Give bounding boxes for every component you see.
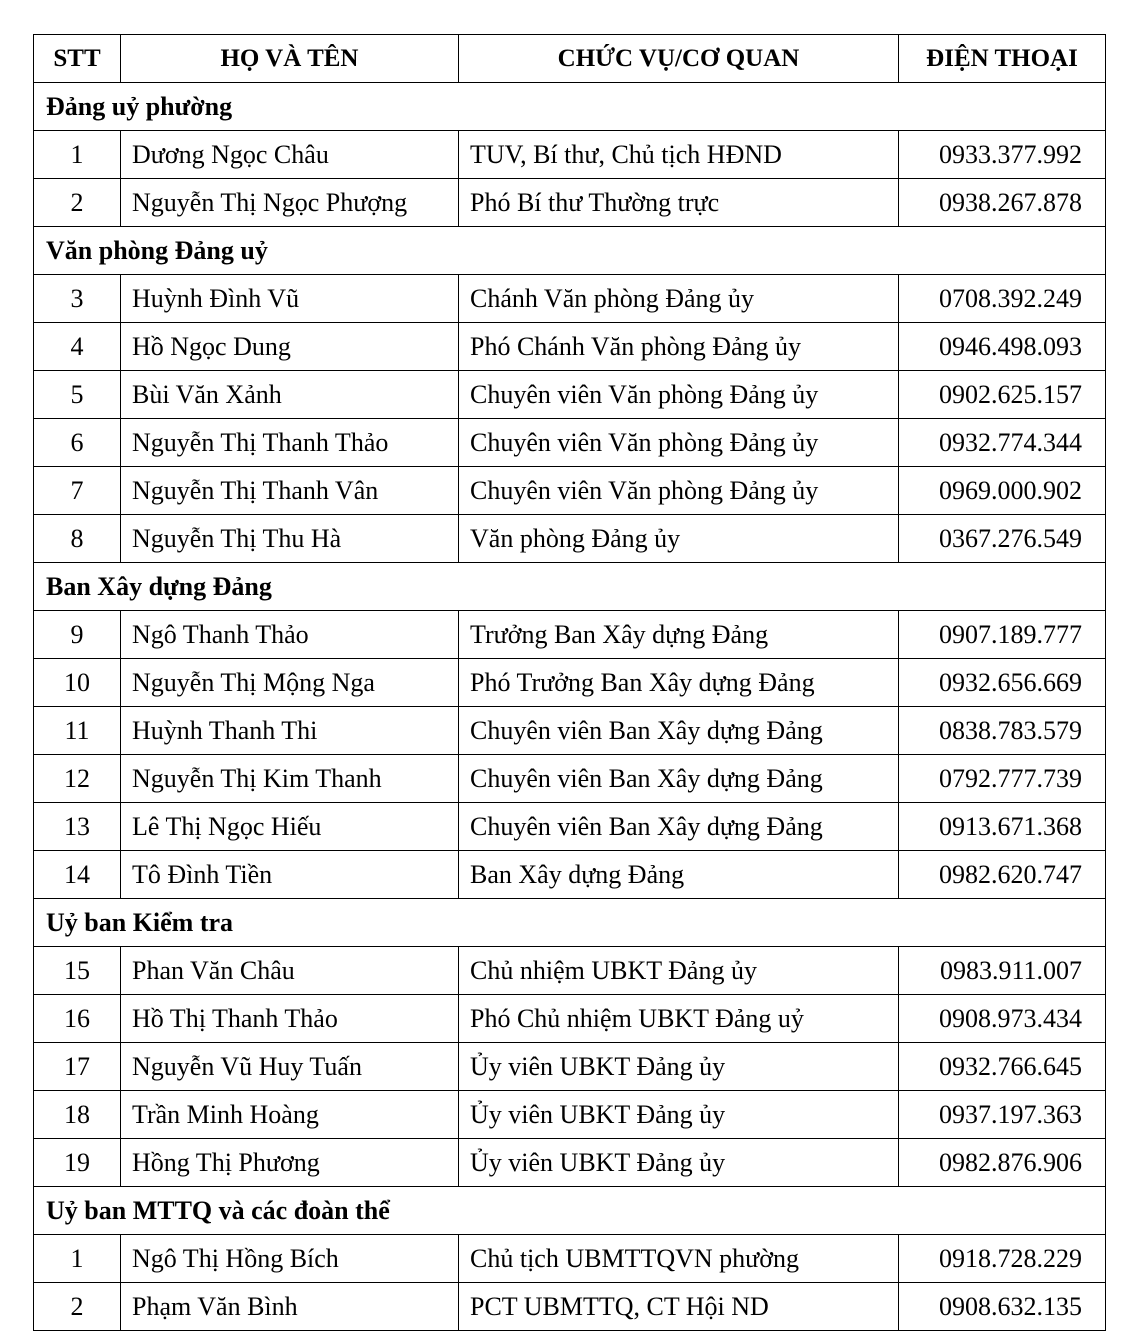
- table-row: [34, 995, 1106, 1043]
- cell-name: Dương Ngọc Châu: [121, 131, 459, 179]
- cell-stt: 3: [34, 275, 121, 323]
- section-row: [34, 227, 1106, 275]
- table-row: [34, 755, 1106, 803]
- cell-stt: 12: [34, 755, 121, 803]
- cell-role: Chủ nhiệm UBKT Đảng ủy: [459, 947, 899, 995]
- cell-role: Chuyên viên Văn phòng Đảng ủy: [459, 371, 899, 419]
- cell-stt: 17: [34, 1043, 121, 1091]
- cell-stt: 19: [34, 1139, 121, 1187]
- section-title: Ban Xây dựng Đảng: [34, 563, 1106, 611]
- table-row: [34, 515, 1106, 563]
- cell-name: Ngô Thị Hồng Bích: [121, 1235, 459, 1283]
- table-body: [34, 83, 1106, 1331]
- cell-stt: 16: [34, 995, 121, 1043]
- contact-directory-table: [33, 34, 1106, 1331]
- cell-phone: 0932.774.344: [899, 419, 1106, 467]
- cell-name: Nguyễn Thị Thu Hà: [121, 515, 459, 563]
- cell-stt: 14: [34, 851, 121, 899]
- cell-stt: 7: [34, 467, 121, 515]
- header-row: [34, 35, 1106, 83]
- cell-stt: 1: [34, 1235, 121, 1283]
- cell-phone: 0982.620.747: [899, 851, 1106, 899]
- section-title: Văn phòng Đảng uỷ: [34, 227, 1106, 275]
- cell-name: Bùi Văn Xảnh: [121, 371, 459, 419]
- section-row: [34, 1187, 1106, 1235]
- table-row: [34, 611, 1106, 659]
- cell-stt: 15: [34, 947, 121, 995]
- cell-role: Chuyên viên Ban Xây dựng Đảng: [459, 803, 899, 851]
- cell-phone: 0908.973.434: [899, 995, 1106, 1043]
- section-row: [34, 83, 1106, 131]
- cell-name: Nguyễn Thị Thanh Thảo: [121, 419, 459, 467]
- cell-phone: 0902.625.157: [899, 371, 1106, 419]
- table-row: [34, 1283, 1106, 1331]
- cell-role: Ủy viên UBKT Đảng ủy: [459, 1139, 899, 1187]
- cell-name: Nguyễn Thị Ngọc Phượng: [121, 179, 459, 227]
- section-title: Đảng uỷ phường: [34, 83, 1106, 131]
- cell-phone: 0933.377.992: [899, 131, 1106, 179]
- cell-phone: 0937.197.363: [899, 1091, 1106, 1139]
- cell-role: Ban Xây dựng Đảng: [459, 851, 899, 899]
- cell-role: Văn phòng Đảng ủy: [459, 515, 899, 563]
- table-row: [34, 1091, 1106, 1139]
- cell-phone: 0792.777.739: [899, 755, 1106, 803]
- table-row: [34, 275, 1106, 323]
- cell-phone: 0932.766.645: [899, 1043, 1106, 1091]
- table-row: [34, 707, 1106, 755]
- table-row: [34, 467, 1106, 515]
- cell-phone: 0908.632.135: [899, 1283, 1106, 1331]
- cell-role: PCT UBMTTQ, CT Hội ND: [459, 1283, 899, 1331]
- cell-stt: 6: [34, 419, 121, 467]
- cell-role: Chủ tịch UBMTTQVN phường: [459, 1235, 899, 1283]
- cell-role: Chuyên viên Văn phòng Đảng ủy: [459, 467, 899, 515]
- table-row: [34, 1139, 1106, 1187]
- cell-name: Hồ Thị Thanh Thảo: [121, 995, 459, 1043]
- cell-role: Chánh Văn phòng Đảng ủy: [459, 275, 899, 323]
- table-row: [34, 323, 1106, 371]
- cell-name: Huỳnh Đình Vũ: [121, 275, 459, 323]
- table-row: [34, 1043, 1106, 1091]
- table-row: [34, 803, 1106, 851]
- cell-stt: 8: [34, 515, 121, 563]
- cell-phone: 0938.267.878: [899, 179, 1106, 227]
- table-row: [34, 179, 1106, 227]
- cell-stt: 13: [34, 803, 121, 851]
- cell-name: Hồ Ngọc Dung: [121, 323, 459, 371]
- cell-role: Trưởng Ban Xây dựng Đảng: [459, 611, 899, 659]
- cell-phone: 0969.000.902: [899, 467, 1106, 515]
- cell-stt: 2: [34, 179, 121, 227]
- cell-stt: 4: [34, 323, 121, 371]
- cell-name: Huỳnh Thanh Thi: [121, 707, 459, 755]
- cell-phone: 0946.498.093: [899, 323, 1106, 371]
- table-row: [34, 419, 1106, 467]
- cell-stt: 11: [34, 707, 121, 755]
- cell-stt: 18: [34, 1091, 121, 1139]
- cell-phone: 0838.783.579: [899, 707, 1106, 755]
- section-row: [34, 899, 1106, 947]
- cell-name: Nguyễn Thị Kim Thanh: [121, 755, 459, 803]
- cell-phone: 0708.392.249: [899, 275, 1106, 323]
- column-header-role: CHỨC VỤ/CƠ QUAN: [459, 35, 899, 83]
- cell-name: Trần Minh Hoàng: [121, 1091, 459, 1139]
- cell-phone: 0907.189.777: [899, 611, 1106, 659]
- cell-name: Tô Đình Tiền: [121, 851, 459, 899]
- table-row: [34, 1235, 1106, 1283]
- cell-stt: 2: [34, 1283, 121, 1331]
- cell-role: Chuyên viên Văn phòng Đảng ủy: [459, 419, 899, 467]
- cell-role: Phó Trưởng Ban Xây dựng Đảng: [459, 659, 899, 707]
- cell-name: Phạm Văn Bình: [121, 1283, 459, 1331]
- cell-name: Ngô Thanh Thảo: [121, 611, 459, 659]
- column-header-phone: ĐIỆN THOẠI: [899, 35, 1106, 83]
- column-header-name: HỌ VÀ TÊN: [121, 35, 459, 83]
- cell-stt: 9: [34, 611, 121, 659]
- table-row: [34, 371, 1106, 419]
- table-header: [34, 35, 1106, 83]
- cell-role: Chuyên viên Ban Xây dựng Đảng: [459, 755, 899, 803]
- cell-stt: 1: [34, 131, 121, 179]
- cell-stt: 5: [34, 371, 121, 419]
- cell-phone: 0913.671.368: [899, 803, 1106, 851]
- cell-role: Phó Bí thư Thường trực: [459, 179, 899, 227]
- cell-role: Phó Chánh Văn phòng Đảng ủy: [459, 323, 899, 371]
- section-title: Uỷ ban MTTQ và các đoàn thể: [34, 1187, 1106, 1235]
- cell-phone: 0982.876.906: [899, 1139, 1106, 1187]
- section-row: [34, 563, 1106, 611]
- cell-role: Ủy viên UBKT Đảng ủy: [459, 1043, 899, 1091]
- cell-name: Nguyễn Thị Thanh Vân: [121, 467, 459, 515]
- cell-stt: 10: [34, 659, 121, 707]
- cell-role: Phó Chủ nhiệm UBKT Đảng uỷ: [459, 995, 899, 1043]
- cell-role: TUV, Bí thư, Chủ tịch HĐND: [459, 131, 899, 179]
- table-row: [34, 947, 1106, 995]
- cell-name: Nguyễn Thị Mộng Nga: [121, 659, 459, 707]
- cell-phone: 0918.728.229: [899, 1235, 1106, 1283]
- section-title: Uỷ ban Kiểm tra: [34, 899, 1106, 947]
- cell-name: Nguyễn Vũ Huy Tuấn: [121, 1043, 459, 1091]
- cell-name: Hồng Thị Phương: [121, 1139, 459, 1187]
- cell-phone: 0932.656.669: [899, 659, 1106, 707]
- cell-role: Chuyên viên Ban Xây dựng Đảng: [459, 707, 899, 755]
- cell-phone: 0367.276.549: [899, 515, 1106, 563]
- table-row: [34, 659, 1106, 707]
- cell-name: Phan Văn Châu: [121, 947, 459, 995]
- cell-name: Lê Thị Ngọc Hiếu: [121, 803, 459, 851]
- cell-phone: 0983.911.007: [899, 947, 1106, 995]
- table-row: [34, 131, 1106, 179]
- column-header-stt: STT: [34, 35, 121, 83]
- cell-role: Ủy viên UBKT Đảng ủy: [459, 1091, 899, 1139]
- table-row: [34, 851, 1106, 899]
